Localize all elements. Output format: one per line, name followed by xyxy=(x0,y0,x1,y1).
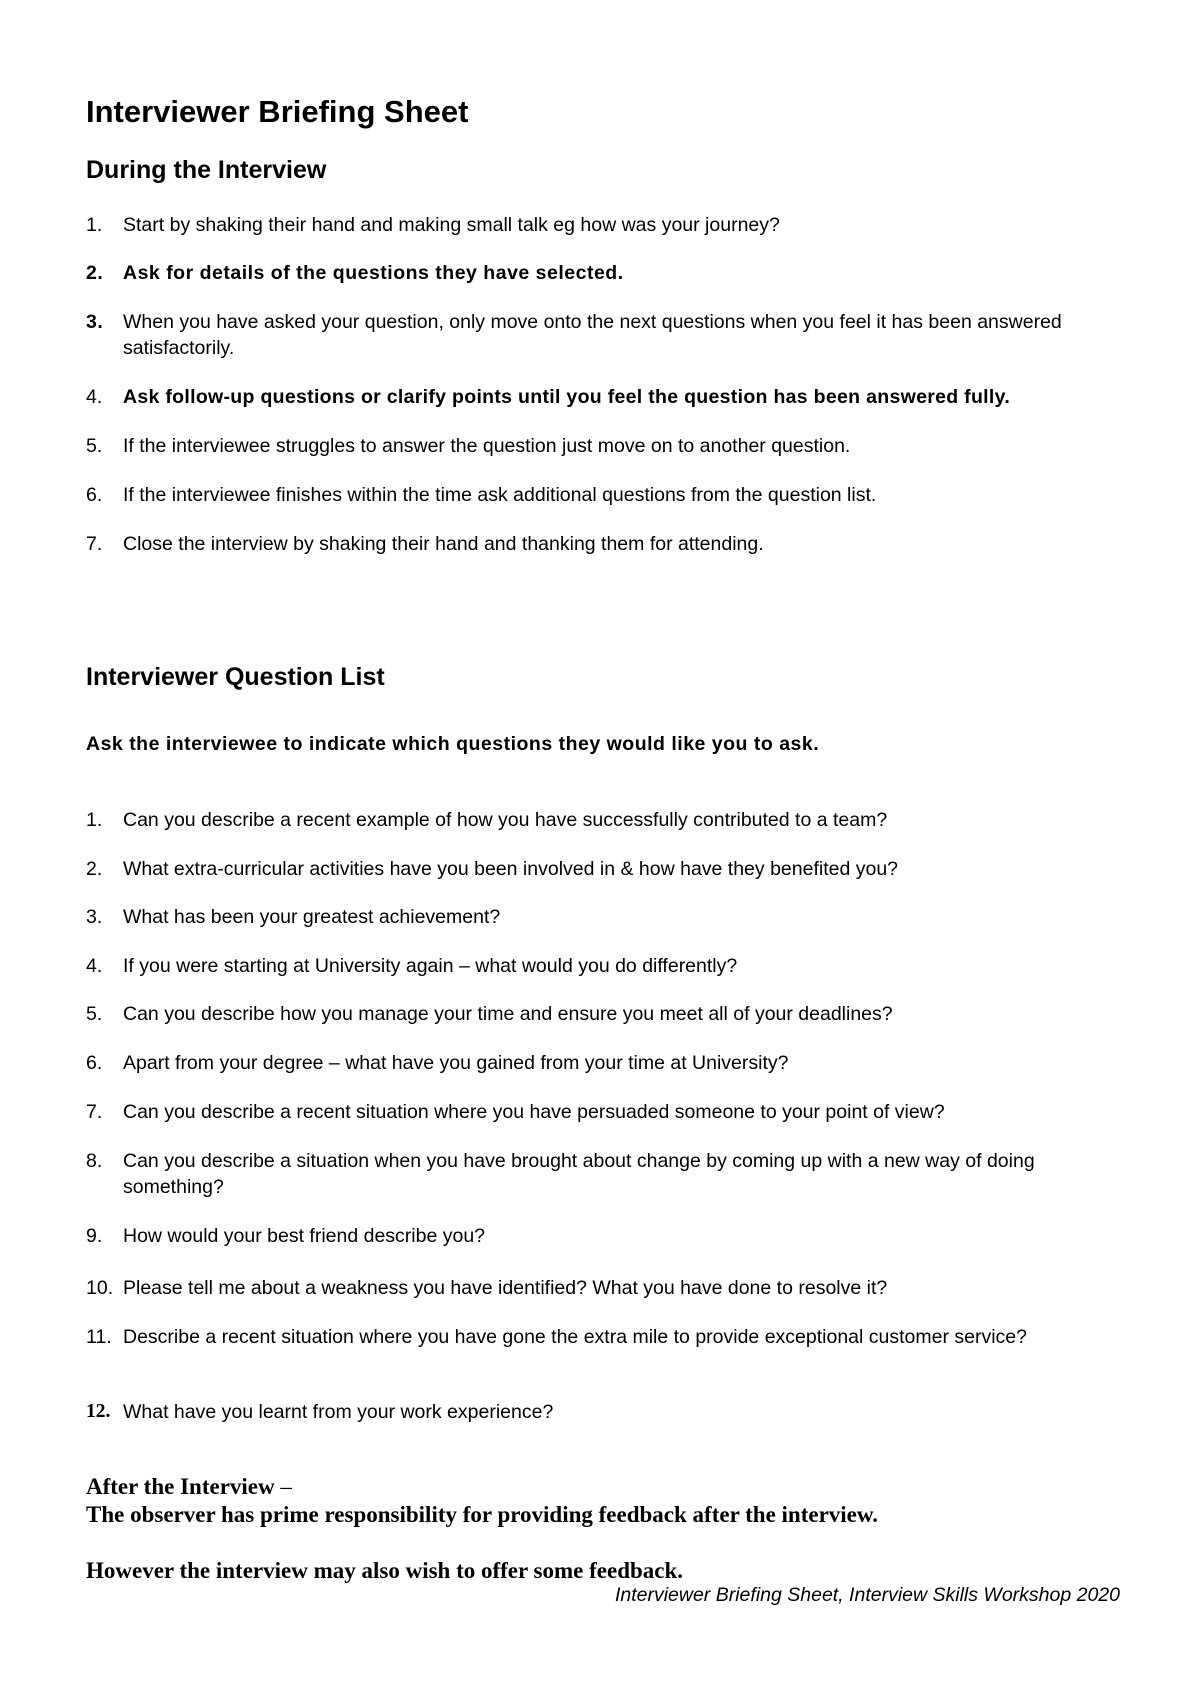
after-interview-heading xyxy=(86,1473,1136,1501)
question-item xyxy=(86,807,1136,833)
question-item xyxy=(86,1050,1136,1076)
question-instruction: Ask the interviewee to indicate which questions they would like you to ask. xyxy=(86,733,820,755)
list-number: 2. xyxy=(86,858,103,880)
list-number: 6. xyxy=(86,484,103,506)
question-item xyxy=(86,1148,1136,1200)
list-text: Close the interview by shaking their hand and thanking them for attending. xyxy=(123,533,764,555)
question-item xyxy=(86,1099,1136,1125)
list-number: 7. xyxy=(86,1101,103,1123)
during-item xyxy=(86,433,1136,459)
question-item xyxy=(86,1324,1136,1350)
question-item xyxy=(86,1223,1136,1249)
during-item xyxy=(86,482,1136,508)
list-text: What has been your greatest achievement? xyxy=(123,906,501,928)
after-heading-text: After the Interview xyxy=(86,1474,275,1499)
list-number: 11. xyxy=(86,1326,112,1348)
list-text: If the interviewee struggles to answer the question just move on to another question. xyxy=(123,435,851,457)
list-text: Can you describe a recent example of how you have successfully contributed to a team? xyxy=(123,809,888,831)
list-number: 10. xyxy=(86,1277,114,1299)
during-heading: During the Interview xyxy=(86,156,327,184)
list-number: 4. xyxy=(86,955,103,977)
list-text: Can you describe a recent situation where you have persuaded someone to your point of view? xyxy=(123,1101,945,1123)
list-text: Please tell me about a weakness you have identified? What you have done to resolve it? xyxy=(123,1277,888,1299)
list-text: How would your best friend describe you? xyxy=(123,1225,486,1247)
list-text: Describe a recent situation where you have gone the extra mile to provide exceptional customer service? xyxy=(123,1326,1027,1348)
question-item xyxy=(86,1275,1136,1301)
after-interview-line-1: The observer has prime responsibility for providing feedback after the interview. xyxy=(86,1502,878,1527)
list-number: 8. xyxy=(86,1150,103,1172)
list-number: 6. xyxy=(86,1052,103,1074)
list-text: Ask for details of the questions they have selected. xyxy=(123,262,624,284)
during-item xyxy=(86,384,1136,410)
list-text: What extra-curricular activities have you been involved in & how have they benefited you? xyxy=(123,858,899,880)
list-text: Can you describe how you manage your time and ensure you meet all of your deadlines? xyxy=(123,1003,893,1025)
list-text: If you were starting at University again – what would you do differently? xyxy=(123,955,738,977)
list-number: 4. xyxy=(86,386,103,408)
after-heading-dash: – xyxy=(280,1474,292,1499)
list-number: 12. xyxy=(86,1401,111,1422)
during-item xyxy=(86,531,1136,557)
during-item xyxy=(86,309,1136,361)
list-number: 3. xyxy=(86,906,103,928)
list-text: When you have asked your question, only move onto the next questions when you feel it has been answered satisfactorily. xyxy=(123,311,1062,359)
page-footer: Interviewer Briefing Sheet, Interview Skills Workshop 2020 xyxy=(614,1584,1120,1606)
question-item xyxy=(86,1001,1136,1027)
question-list-heading: Interviewer Question List xyxy=(86,663,385,691)
list-text: What have you learnt from your work experience? xyxy=(123,1401,554,1423)
during-item xyxy=(86,212,1136,238)
list-number: 1. xyxy=(86,809,103,831)
after-interview-line-2: However the interview may also wish to offer some feedback. xyxy=(86,1558,684,1583)
list-number: 5. xyxy=(86,1003,103,1025)
list-text: Start by shaking their hand and making small talk eg how was your journey? xyxy=(123,214,780,236)
list-number: 9. xyxy=(86,1225,103,1247)
list-number: 5. xyxy=(86,435,103,457)
list-text: Can you describe a situation when you have brought about change by coming up with a new way of doing something? xyxy=(123,1150,1035,1198)
list-text: If the interviewee finishes within the time ask additional questions from the question list. xyxy=(123,484,877,506)
question-item xyxy=(86,904,1136,930)
list-text: Ask follow-up questions or clarify points until you feel the question has been answered fully. xyxy=(123,386,1011,408)
list-number: 3. xyxy=(86,311,104,333)
during-item xyxy=(86,260,1136,286)
page-title: Interviewer Briefing Sheet xyxy=(86,94,469,129)
list-number: 1. xyxy=(86,214,103,236)
list-text: Apart from your degree – what have you gained from your time at University? xyxy=(123,1052,789,1074)
question-item xyxy=(86,856,1136,882)
list-number: 7. xyxy=(86,533,103,555)
question-item xyxy=(86,1399,1136,1425)
list-number: 2. xyxy=(86,262,104,284)
question-item xyxy=(86,953,1136,979)
